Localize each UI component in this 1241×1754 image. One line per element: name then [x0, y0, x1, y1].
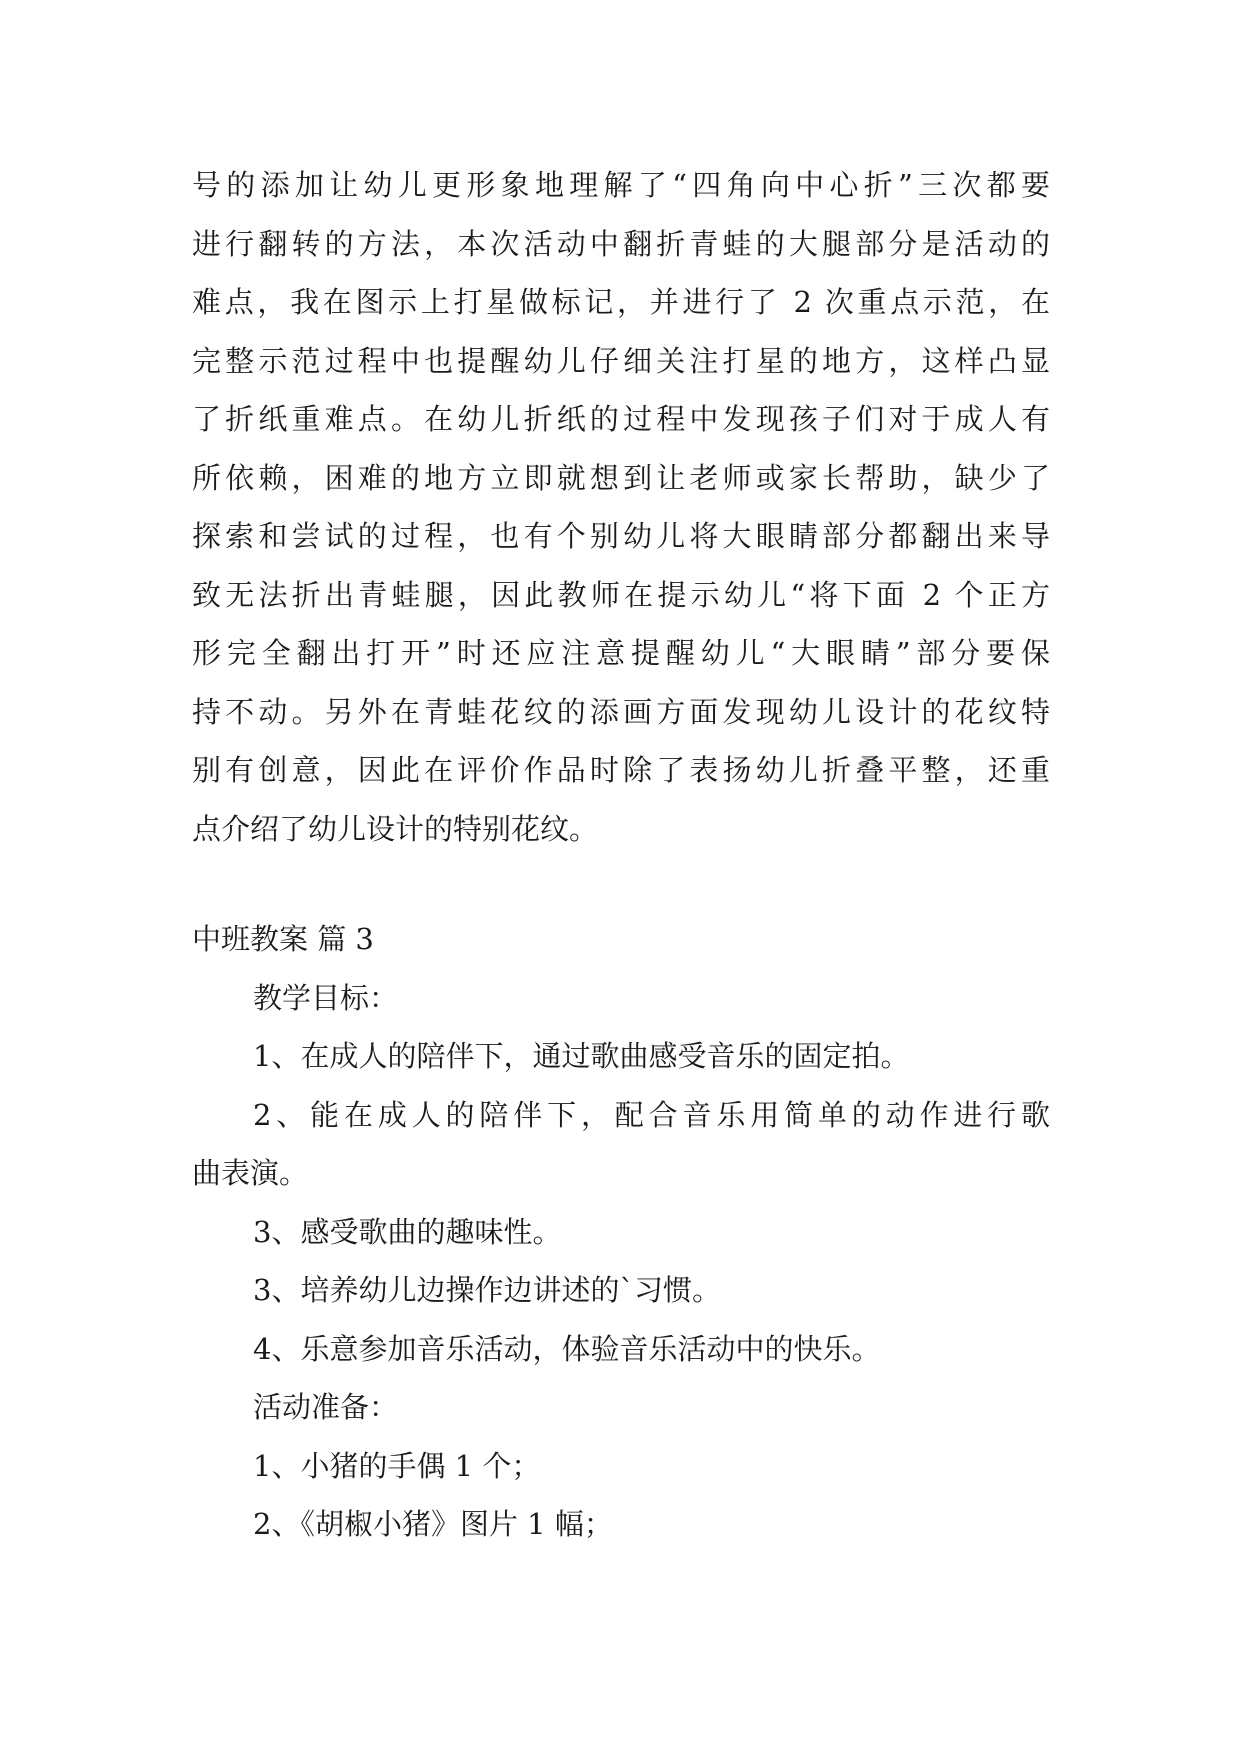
paragraph-line: 所依赖，困难的地方立即就想到让老师或家长帮助，缺少了	[192, 460, 1050, 495]
paragraph-line: 别有创意，因此在评价作品时除了表扬幼儿折叠平整，还重	[192, 753, 1050, 787]
paragraph-line: 致无法折出青蛙腿，因此教师在提示幼儿“将下面 2 个正方	[192, 577, 1050, 612]
goal-item: 1、在成人的陪伴下，通过歌曲感受音乐的固定拍。	[253, 1039, 910, 1073]
prep-title: 活动准备：	[253, 1390, 399, 1424]
paragraph-line: 持不动。另外在青蛙花纹的添画方面发现幼儿设计的花纹特	[192, 694, 1050, 729]
paragraph-line: 点介绍了幼儿设计的特别花纹。	[192, 811, 599, 846]
goal-item: 3、培养幼儿边操作边讲述的`习惯。	[253, 1273, 721, 1307]
section-heading: 中班教案 篇 3	[192, 922, 374, 956]
goal-item: 3、感受歌曲的趣味性。	[253, 1214, 562, 1249]
paragraph-line: 号的添加让幼儿更形象地理解了“四角向中心折”三次都要	[192, 168, 1050, 202]
goal-item: 4、乐意参加音乐活动，体验音乐活动中的快乐。	[253, 1331, 881, 1366]
lesson-plan-section	[192, 910, 1050, 1554]
goal-item: 2、能在成人的陪伴下，配合音乐用简单的动作进行歌	[253, 1097, 1050, 1132]
paragraph-line: 完整示范过程中也提醒幼儿仔细关注打星的地方，这样凸显	[192, 343, 1050, 378]
goal-item-continuation: 曲表演。	[192, 1156, 309, 1190]
paragraph-line: 进行翻转的方法，本次活动中翻折青蛙的大腿部分是活动的	[192, 226, 1050, 261]
paragraph-line: 了折纸重难点。在幼儿折纸的过程中发现孩子们对于成人有	[192, 402, 1050, 436]
prep-item: 1、小猪的手偶 1 个；	[253, 1448, 541, 1483]
reflection-paragraph	[192, 156, 1050, 858]
paragraph-line: 探索和尝试的过程，也有个别幼儿将大眼睛部分都翻出来导	[192, 519, 1050, 553]
paragraph-line: 难点，我在图示上打星做标记，并进行了 2 次重点示范，在	[192, 285, 1050, 319]
prep-item: 2、《胡椒小猪》图片 1 幅；	[253, 1507, 613, 1541]
goals-title: 教学目标：	[253, 980, 399, 1015]
paragraph-line: 形完全翻出打开”时还应注意提醒幼儿“大眼睛”部分要保	[192, 636, 1050, 670]
